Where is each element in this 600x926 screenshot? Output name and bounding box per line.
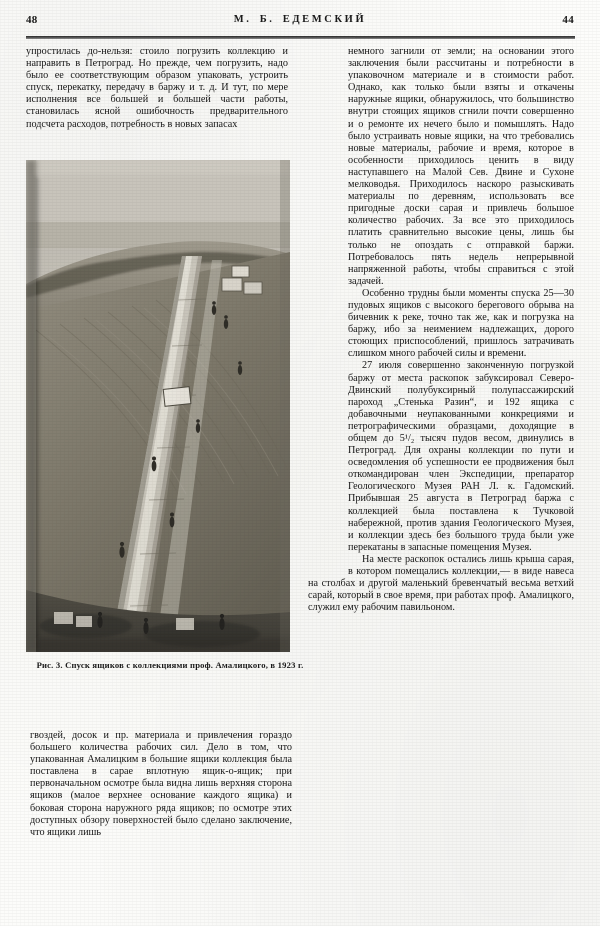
photo-lowering-crates-down-slope <box>26 160 290 652</box>
running-head <box>26 14 574 38</box>
page-number-left: 48 <box>26 14 38 26</box>
paragraph: На месте раскопок остались лишь крыша сарая, в котором помещались коллекции,— в виде навеса на столбах и другой маленький бревенчатый весьма ветхий сарай, который в свое время, при работах проф. Амалицкого, служил ему рабочим павильоном. <box>308 553 574 614</box>
photo-text-wrap-spacer <box>308 46 348 576</box>
right-column <box>308 46 574 614</box>
paragraph: 27 июля совершенно законченную погрузкой баржу от места раскопок забуксировал Северо-Двинский полубуксирный полупассажирский пароход „Стенька Разин“, и 192 ящика с добавочными неупакованными конкрециями и петрографическими образцами, доходящие в общем до 5¹/₂ тысяч пудов весом, двинулись в Петроград. Для охраны коллекции по пути и осведомления об успешности ее продвижения был откомандирован член Экспедиции, препаратор Геологического Музея РАН Л. к. Гадомский. Прибывшая 25 августа в Петроград баржа с коллекцией была поставлена к Тучковой набережной, против здания Геологического Музея, и коллекции здесь без большого труда были уже перекатаны в запасные помещения Музея. <box>348 360 574 553</box>
figure-caption: Рис. 3. Спуск ящиков с коллекциями проф. Амалицкого, в 1923 г. <box>36 660 304 670</box>
page-number-right: 44 <box>562 14 574 26</box>
running-head-title: М. Б. ЕДЕМСКИЙ <box>233 14 367 25</box>
paragraph: немного загнили от земли; на основании этого заключения были рассчитаны и потребности в упаковочном материале и в стоимости работ. Однако, как только были взяты и откачены наружные ящики, обнаружилось, что большинство внутри стоящих ящиков сгнили почти совершенно и о ремонте их нечего было и помышлять. Надо было устраивать новые ящики, на что требовались новые материалы, рабочие и время, которое в особенности приходилось ценить в виду наступавшего на Малой Сев. Двине и Сухоне мелководья. Приходилось наскоро разыскивать материалы по деревням, использовать все пригодные доски сарая и привлечь большое количество рабочих. За все это приходилось платить сравнительно высокие цены, лишь бы только не опоздать с отправкой баржи. Потребовалось пять недель непрерывной напряженной работы, чтобы справиться с этой задачей. <box>348 46 574 287</box>
left-column-bottom <box>30 730 292 839</box>
paragraph: упростилась до-нельзя: стоило погрузить коллекцию и направить в Петроград. Но прежде, чем погрузить, надо было ее соответствующим образом упаковать, устроить спуск, перекатку, передачу в баржу и т. д. И тут, по мере исполнения все большей и большей части работы, становилась ясной ошибочность предварительного подсчета расходов, потребность в новых запасах <box>26 46 288 130</box>
figure <box>26 160 304 670</box>
paragraph: гвоздей, досок и пр. материала и привлечения гораздо большего количества рабочих сил. Дело в том, что упакованная Амалицким в большие ящики коллекция была поставлена в сарае вплотную ящик-о-ящик; при первоначальном осмотре была видна лишь верхняя сторона ящиков (малое верхнее основание каждого ящика) и боковая сторона наружного ряда ящиков; по осмотре этих доступных обзору поверхностей было сделано заключение, что ящики лишь <box>30 730 292 838</box>
paragraph: Особенно трудны были моменты спуска 25—30 пудовых ящиков с высокого берегового обрыва на бичевник к реке, точно так же, как и погрузка на баржу, ибо за неимением надлежащих, дорого стоющих приспособлений, пришлось затрачивать слишком много рабочей силы и времени. <box>348 287 574 360</box>
header-rule <box>26 36 575 39</box>
left-column-top <box>26 46 288 131</box>
